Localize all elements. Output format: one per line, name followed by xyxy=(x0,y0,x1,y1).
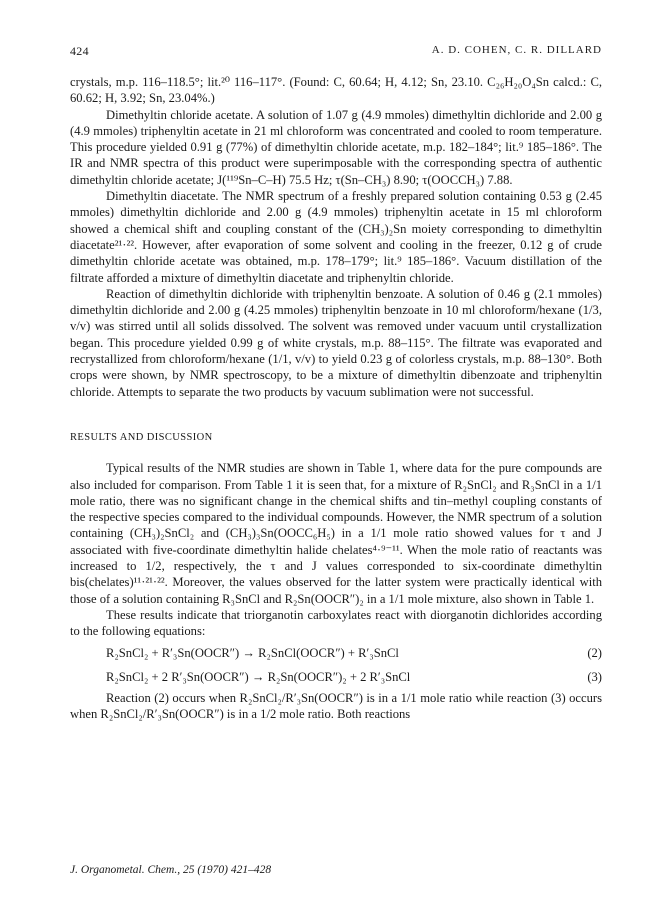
paragraph-benzoate-reaction: Reaction of dimethyltin dichloride with triphenyltin benzoate. A solution of 0.46 g (2.1 mmoles) dimethyltin dichloride and 2.00 g (4.25 mmoles) triphenyltin benzoate in 10 ml chloroform/hexane (1/3, v/v) was stirred until all solids dissolved. The solvent was removed under vacuum until crystallization began. This procedure yielded 0.99 g of white crystals, m.p. 88–115°. The filtrate was evaporated and recrystallized from chloroform/hexane (1/1, v/v) to yield 0.23 g of colorless crystals, m.p. 88–130°. Both crops were shown, by NMR spectroscopy, to be a mixture of dimethyltin dibenzoate and triphenyltin chloride. Attempts to separate the two products by vacuum sublimation were not successful. xyxy=(70,286,602,399)
equation-text: R₂SnCl₂ + 2 R′₃Sn(OOCR″) → R₂Sn(OOCR″)₂ + 2 R′₃SnCl xyxy=(106,669,411,684)
journal-citation-footer: J. Organometal. Chem., 25 (1970) 421–428 xyxy=(70,864,272,876)
equation-number: (2) xyxy=(587,645,602,660)
running-header xyxy=(70,44,602,62)
equation-2 xyxy=(70,642,602,664)
paragraph-reaction-conditions: Reaction (2) occurs when R₂SnCl₂/R′₃Sn(OOCR″) is in a 1/1 mole ratio while reaction (3) occurs when R₂SnCl₂/R′₃Sn(OOCR″) is in a 1/2 mole ratio. Both reactions xyxy=(70,690,602,721)
paragraph-diacetate: Dimethyltin diacetate. The NMR spectrum of a freshly prepared solution containing 0.53 g (2.45 mmoles) dimethyltin dichloride and 2.00 g (4.9 mmoles) triphenyltin acetate in 15 ml chloroform showed a chemical shift and coupling constant of the (CH₃)₂Sn moiety corresponding to dimethyltin diacetate²¹·²². However, after evaporation of some solvent and cooling in the freezer, 0.12 g of crude dimethyltin chloride acetate was obtained, m.p. 178–179°; lit.⁹ 185–186°. Vacuum distillation of the filtrate afforded a mixture of dimethyltin diacetate and triphenyltin chloride. xyxy=(70,189,602,285)
page-number: 424 xyxy=(70,44,89,58)
paragraph-chloride-acetate: Dimethyltin chloride acetate. A solution of 1.07 g (4.9 mmoles) dimethyltin dichloride and 2.00 g (4.9 mmoles) triphenyltin acetate in 21 ml chloroform was concentrated and cooled to room temperature. This procedure yielded 0.91 g (77%) of dimethyltin chloride acetate, m.p. 182–184°; lit.⁹ 185–186°. The IR and NMR spectra of this product were superimposable with the corresponding spectra of authentic dimethyltin chloride acetate; J(¹¹⁹Sn–C–H) 75.5 Hz; τ(Sn–CH₃) 8.90; τ(OOCCH₃) 7.88. xyxy=(70,107,602,187)
section-heading: RESULTS AND DISCUSSION xyxy=(70,431,213,443)
equation-number: (3) xyxy=(587,669,602,684)
running-head-authors: A. D. COHEN, C. R. DILLARD xyxy=(431,44,602,56)
equation-3 xyxy=(70,666,602,688)
article-body xyxy=(70,74,602,722)
equation-text: R₂SnCl₂ + R′₃Sn(OOCR″) → R₂SnCl(OOCR″) + R′₃SnCl xyxy=(106,645,399,660)
paragraph-equations-intro: These results indicate that triorganotin carboxylates react with diorganotin dichlorides according to the following equations: xyxy=(70,607,602,639)
paragraph-results: Typical results of the NMR studies are shown in Table 1, where data for the pure compounds are also included for comparison. From Table 1 it is seen that, for a mixture of R₂SnCl₂ and R₃SnCl in a 1/1 mole ratio, there was no significant change in the chemical shifts and tin–methyl coupling constants of the respective species compared to the individual compounds. However, the NMR spectrum of a solution containing (CH₃)₂SnCl₂ and (CH₃)₃Sn(OOCC₆H₅) in a 1/1 mole ratio showed values for τ and J associated with five-coordinate dimethyltin halide chelates⁴·⁹⁻¹¹. When the mole ratio of reactants was increased to 1/2, respectively, the τ and J values corresponded to six-coordinate dimethyltin bis(chelates)¹¹·²¹·²². Moreover, the values observed for the latter system were practically identical with those of a solution containing R₃SnCl and R₂Sn(OOCR″)₂ in a 1/1 mole mixture, also shown in Table 1. xyxy=(70,461,602,606)
paragraph-analysis: crystals, m.p. 116–118.5°; lit.²⁰ 116–117°. (Found: C, 60.64; H, 4.12; Sn, 23.10. C₂₆H₂₀O₄Sn calcd.: C, 60.62; H, 3.92; Sn, 23.04%.) xyxy=(70,75,602,106)
